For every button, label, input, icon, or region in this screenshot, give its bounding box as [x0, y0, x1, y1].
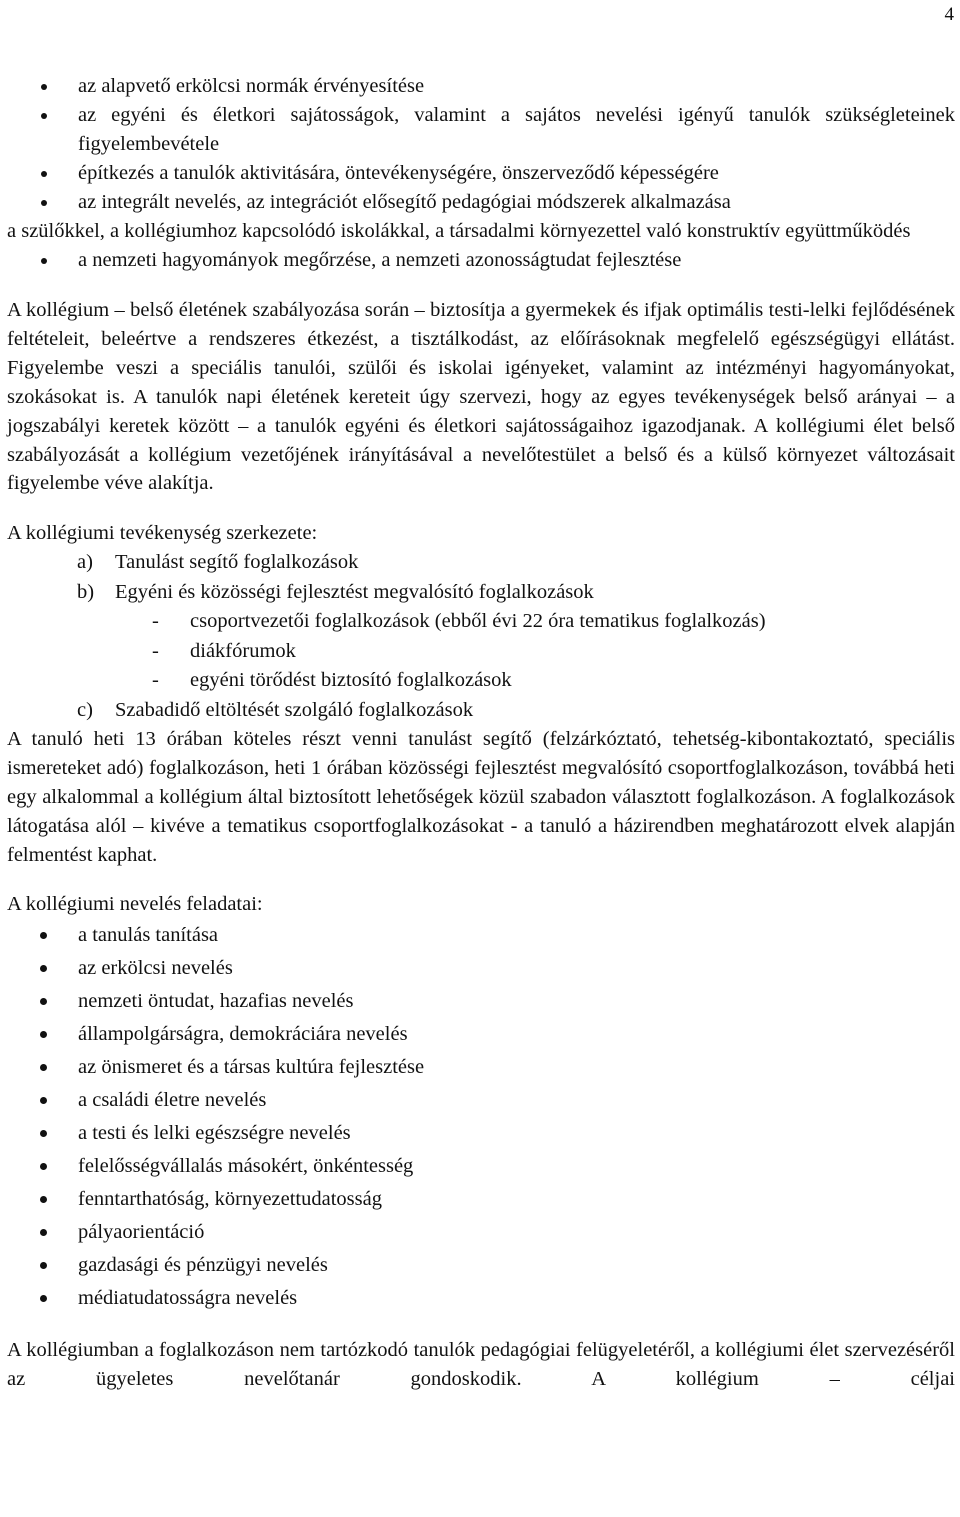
list-item: felelősségvállalás másokért, önkéntesség	[7, 1150, 955, 1183]
item-label: b)	[77, 580, 95, 603]
cooperation-line: a szülőkkel, a kollégiumhoz kapcsolódó iskolákkal, a társadalmi környezettel való konstruktív együttműködés	[7, 220, 911, 242]
list-item: a testi és lelki egészségre nevelés	[7, 1117, 955, 1150]
list-item: építkezés a tanulók aktivitására, öntevékenységére, önszerveződő képességére	[7, 159, 955, 188]
list-item: az önismeret és a társas kultúra fejlesztése	[7, 1051, 955, 1084]
paragraph-supervision: A kollégiumban a foglalkozáson nem tartózkodó tanulók pedagógiai felügyeletéről, a kollégiumi élet szervezéséről az ügyeletes nevelőtanár gondoskodik. A kollégium – céljai	[7, 1338, 955, 1390]
item-label: c)	[77, 698, 93, 721]
principles-list	[7, 72, 955, 275]
list-item: az integrált nevelés, az integrációt elősegítő pedagógiai módszerek alkalmazása	[7, 188, 955, 217]
dash-label: -	[152, 639, 159, 662]
list-item: a tanulás tanítása	[7, 919, 955, 952]
structure-subitem	[7, 607, 955, 637]
list-item: állampolgárságra, demokráciára nevelés	[7, 1018, 955, 1051]
page-number: 4	[944, 4, 954, 25]
document-body	[7, 72, 955, 1394]
item-text: Szabadidő eltöltését szolgáló foglalkozások	[115, 698, 474, 721]
paragraph-regulation: A kollégium – belső életének szabályozása során – biztosítja a gyermekek és ifjak optimális testi-lelki fejlődésének feltételeit, beleértve a rendszeres étkezést, a tisztálkodást, az előírásoknak megfelelő egészségügyi ellátást. Figyelembe veszi a speciális tanulói, szülői és iskolai igényeket, valamint az intézményi hagyományokat, szokásokat is. A tanulók napi életének kereteit úgy szervezi, hogy az egyes tevékenységek belső arányai – a jogszabályi keretek között – a tanulók egyéni és életkori sajátosságaihoz igazodjanak. A kollégiumi élet belső szabályozását a kollégium vezetőjének irányításával a nevelőtestület a belső és a külső környezet változásait figyelembe véve alakítja.	[7, 299, 955, 495]
item-text: Egyéni és közösségi fejlesztést megvalósító foglalkozások	[115, 580, 594, 603]
list-item: nemzeti öntudat, hazafias nevelés	[7, 985, 955, 1018]
item-label: a)	[77, 551, 93, 574]
list-item: a családi életre nevelés	[7, 1084, 955, 1117]
subitem-text: egyéni törődést biztosító foglalkozások	[190, 669, 512, 692]
structure-item-a	[7, 548, 955, 578]
tasks-heading: A kollégiumi nevelés feladatai:	[7, 892, 263, 915]
dash-label: -	[152, 610, 159, 633]
list-item: az egyéni és életkori sajátosságok, valamint a sajátos nevelési igényű tanulók szükségleteinek figyelembevétele	[7, 101, 955, 159]
structure-item-c	[7, 696, 955, 726]
paragraph-attendance: A tanuló heti 13 órában köteles részt venni tanulást segítő (felzárkóztató, tehetség-kibontakoztató, speciális ismereteket adó) foglalkozáson, heti 1 órában közösségi fejlesztést megvalósító csoportfoglalkozáson, továbbá heti egy alkalommal a kollégium által biztosított lehetőségek közül szabadon választott foglalkozáson. A foglalkozások látogatása alól – kivéve a tematikus csoportfoglalkozásokat - a tanuló a házirendben meghatározott elvek alapján felmentést kaphat.	[7, 728, 955, 866]
list-item: fenntarthatóság, környezettudatosság	[7, 1183, 955, 1216]
structure-subitem	[7, 637, 955, 667]
list-item: médiatudatosságra nevelés	[7, 1282, 955, 1315]
list-item: pályaorientáció	[7, 1216, 955, 1249]
item-text: Tanulást segítő foglalkozások	[115, 551, 359, 574]
list-item: gazdasági és pénzügyi nevelés	[7, 1249, 955, 1282]
subitem-text: csoportvezetői foglalkozások (ebből évi 22 óra tematikus foglalkozás)	[190, 610, 766, 633]
structure-heading: A kollégiumi tevékenység szerkezete:	[7, 522, 318, 545]
list-item: az alapvető erkölcsi normák érvényesítése	[7, 72, 955, 101]
structure-section	[7, 519, 955, 725]
list-item: a nemzeti hagyományok megőrzése, a nemzeti azonosságtudat fejlesztése	[7, 246, 955, 275]
subitem-text: diákfórumok	[190, 639, 296, 662]
list-item: az erkölcsi nevelés	[7, 952, 955, 985]
tasks-section	[7, 890, 955, 1315]
structure-subitem	[7, 666, 955, 696]
structure-item-b	[7, 578, 955, 608]
dash-label: -	[152, 669, 159, 692]
